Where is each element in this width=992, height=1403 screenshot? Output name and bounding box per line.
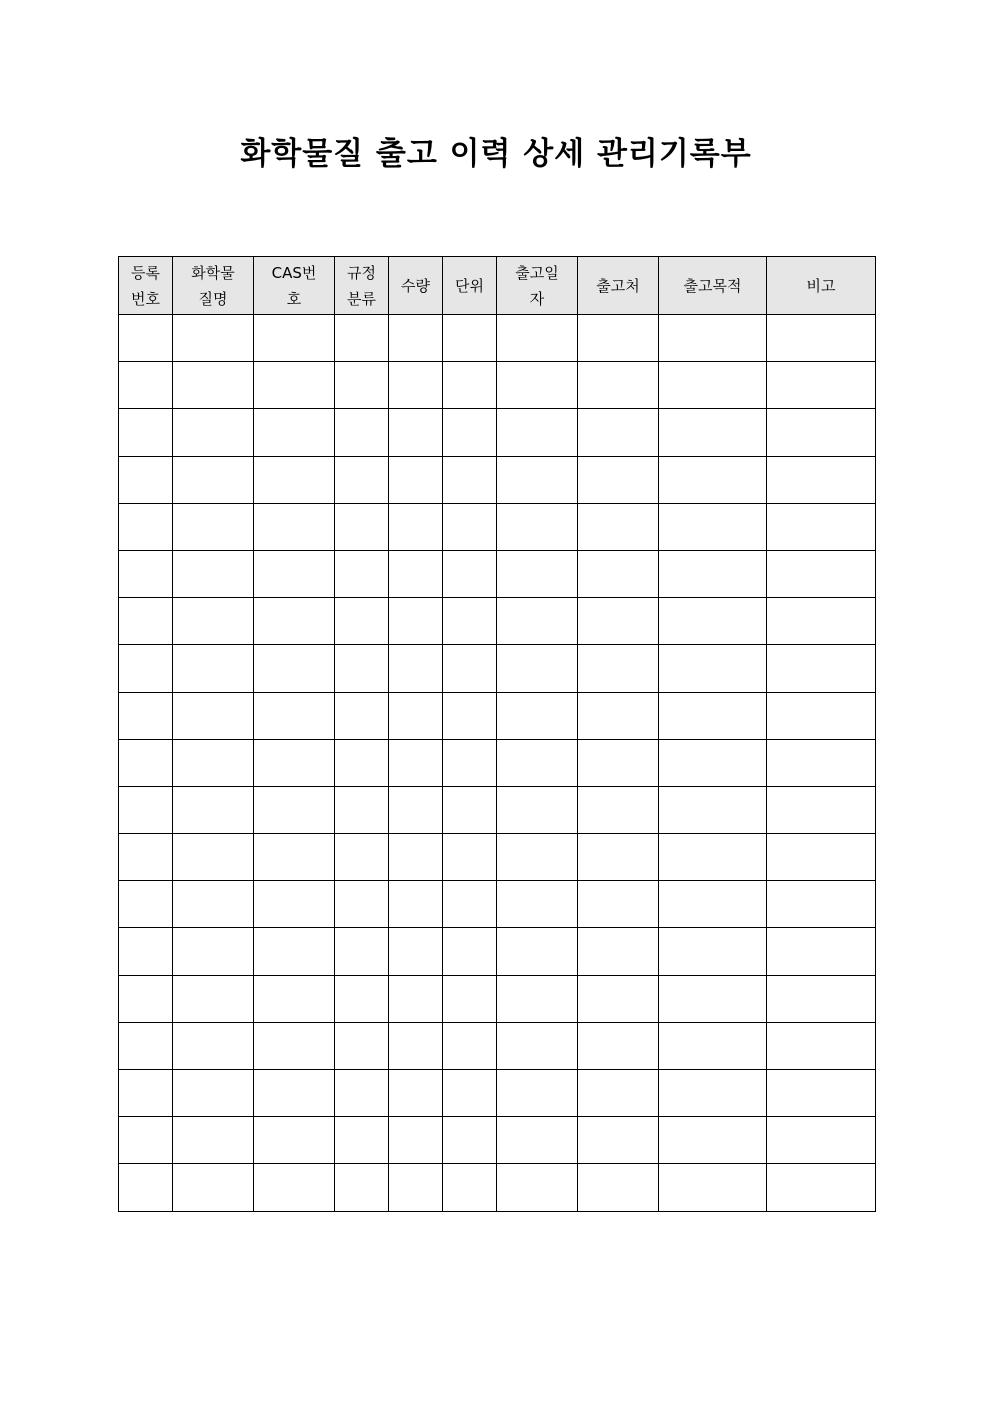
cell-quantity[interactable]	[389, 1164, 443, 1211]
header-registration-number: 등록 번호	[119, 257, 173, 315]
cell-chemical-name[interactable]	[173, 786, 254, 833]
cell-unit[interactable]	[443, 1070, 497, 1117]
cell-cas-number[interactable]	[254, 1022, 335, 1069]
cell-registration-number[interactable]	[119, 881, 173, 928]
cell-regulatory-class[interactable]	[335, 503, 389, 550]
cell-destination[interactable]	[578, 645, 659, 692]
cell-chemical-name[interactable]	[173, 881, 254, 928]
cell-chemical-name[interactable]	[173, 598, 254, 645]
header-remarks: 비고	[767, 257, 876, 315]
cell-quantity[interactable]	[389, 1117, 443, 1164]
cell-regulatory-class[interactable]	[335, 1022, 389, 1069]
chemical-release-ledger-table	[118, 256, 876, 1212]
cell-remarks[interactable]	[767, 315, 876, 362]
cell-release-purpose[interactable]	[659, 598, 767, 645]
cell-cas-number[interactable]	[254, 315, 335, 362]
cell-destination[interactable]	[578, 550, 659, 597]
cell-release-date[interactable]	[497, 362, 578, 409]
cell-quantity[interactable]	[389, 550, 443, 597]
cell-cas-number[interactable]	[254, 786, 335, 833]
table-body	[119, 315, 876, 1212]
cell-regulatory-class[interactable]	[335, 1164, 389, 1211]
cell-chemical-name[interactable]	[173, 1022, 254, 1069]
cell-unit[interactable]	[443, 456, 497, 503]
cell-quantity[interactable]	[389, 786, 443, 833]
cell-release-date[interactable]	[497, 786, 578, 833]
cell-remarks[interactable]	[767, 881, 876, 928]
cell-destination[interactable]	[578, 975, 659, 1022]
cell-unit[interactable]	[443, 645, 497, 692]
cell-unit[interactable]	[443, 550, 497, 597]
cell-registration-number[interactable]	[119, 550, 173, 597]
cell-remarks[interactable]	[767, 503, 876, 550]
cell-registration-number[interactable]	[119, 834, 173, 881]
cell-quantity[interactable]	[389, 362, 443, 409]
table-row	[119, 1164, 876, 1211]
cell-quantity[interactable]	[389, 503, 443, 550]
cell-destination[interactable]	[578, 1022, 659, 1069]
cell-unit[interactable]	[443, 409, 497, 456]
cell-chemical-name[interactable]	[173, 456, 254, 503]
header-quantity: 수량	[389, 257, 443, 315]
cell-chemical-name[interactable]	[173, 409, 254, 456]
cell-quantity[interactable]	[389, 315, 443, 362]
table-row	[119, 975, 876, 1022]
cell-release-date[interactable]	[497, 739, 578, 786]
cell-regulatory-class[interactable]	[335, 1070, 389, 1117]
cell-regulatory-class[interactable]	[335, 456, 389, 503]
cell-destination[interactable]	[578, 598, 659, 645]
cell-destination[interactable]	[578, 928, 659, 975]
cell-remarks[interactable]	[767, 739, 876, 786]
cell-destination[interactable]	[578, 834, 659, 881]
table-row	[119, 881, 876, 928]
cell-regulatory-class[interactable]	[335, 834, 389, 881]
cell-release-purpose[interactable]	[659, 975, 767, 1022]
table-row	[119, 550, 876, 597]
cell-regulatory-class[interactable]	[335, 550, 389, 597]
cell-release-date[interactable]	[497, 550, 578, 597]
table-row	[119, 598, 876, 645]
header-cas-number: CAS번 호	[254, 257, 335, 315]
cell-release-date[interactable]	[497, 456, 578, 503]
cell-quantity[interactable]	[389, 834, 443, 881]
cell-chemical-name[interactable]	[173, 975, 254, 1022]
cell-regulatory-class[interactable]	[335, 928, 389, 975]
cell-release-date[interactable]	[497, 598, 578, 645]
cell-release-purpose[interactable]	[659, 1164, 767, 1211]
cell-chemical-name[interactable]	[173, 1164, 254, 1211]
cell-chemical-name[interactable]	[173, 1070, 254, 1117]
header-destination: 출고처	[578, 257, 659, 315]
cell-release-date[interactable]	[497, 834, 578, 881]
cell-cas-number[interactable]	[254, 739, 335, 786]
cell-release-date[interactable]	[497, 1164, 578, 1211]
cell-cas-number[interactable]	[254, 975, 335, 1022]
cell-remarks[interactable]	[767, 598, 876, 645]
cell-regulatory-class[interactable]	[335, 362, 389, 409]
cell-cas-number[interactable]	[254, 409, 335, 456]
cell-unit[interactable]	[443, 928, 497, 975]
cell-remarks[interactable]	[767, 928, 876, 975]
cell-release-date[interactable]	[497, 692, 578, 739]
cell-chemical-name[interactable]	[173, 362, 254, 409]
cell-quantity[interactable]	[389, 928, 443, 975]
cell-regulatory-class[interactable]	[335, 692, 389, 739]
table-row	[119, 786, 876, 833]
cell-cas-number[interactable]	[254, 928, 335, 975]
cell-unit[interactable]	[443, 692, 497, 739]
cell-destination[interactable]	[578, 1164, 659, 1211]
cell-cas-number[interactable]	[254, 881, 335, 928]
header-chemical-name: 화학물 질명	[173, 257, 254, 315]
cell-chemical-name[interactable]	[173, 692, 254, 739]
table-row	[119, 362, 876, 409]
cell-release-purpose[interactable]	[659, 503, 767, 550]
header-release-purpose: 출고목적	[659, 257, 767, 315]
cell-destination[interactable]	[578, 315, 659, 362]
cell-registration-number[interactable]	[119, 362, 173, 409]
cell-release-purpose[interactable]	[659, 550, 767, 597]
cell-cas-number[interactable]	[254, 503, 335, 550]
header-regulatory-class: 규정 분류	[335, 257, 389, 315]
cell-registration-number[interactable]	[119, 598, 173, 645]
table-row	[119, 645, 876, 692]
cell-remarks[interactable]	[767, 786, 876, 833]
cell-registration-number[interactable]	[119, 503, 173, 550]
cell-registration-number[interactable]	[119, 315, 173, 362]
cell-cas-number[interactable]	[254, 456, 335, 503]
cell-release-purpose[interactable]	[659, 315, 767, 362]
cell-registration-number[interactable]	[119, 1164, 173, 1211]
cell-destination[interactable]	[578, 409, 659, 456]
cell-release-date[interactable]	[497, 975, 578, 1022]
cell-release-purpose[interactable]	[659, 739, 767, 786]
cell-remarks[interactable]	[767, 1070, 876, 1117]
cell-quantity[interactable]	[389, 739, 443, 786]
header-unit: 단위	[443, 257, 497, 315]
cell-release-purpose[interactable]	[659, 881, 767, 928]
cell-release-purpose[interactable]	[659, 1117, 767, 1164]
cell-release-purpose[interactable]	[659, 1022, 767, 1069]
cell-quantity[interactable]	[389, 1070, 443, 1117]
cell-regulatory-class[interactable]	[335, 786, 389, 833]
cell-destination[interactable]	[578, 456, 659, 503]
cell-chemical-name[interactable]	[173, 645, 254, 692]
cell-release-date[interactable]	[497, 1117, 578, 1164]
cell-destination[interactable]	[578, 1117, 659, 1164]
cell-remarks[interactable]	[767, 1164, 876, 1211]
cell-release-purpose[interactable]	[659, 1070, 767, 1117]
cell-chemical-name[interactable]	[173, 928, 254, 975]
cell-regulatory-class[interactable]	[335, 645, 389, 692]
cell-registration-number[interactable]	[119, 975, 173, 1022]
cell-registration-number[interactable]	[119, 1117, 173, 1164]
cell-release-date[interactable]	[497, 645, 578, 692]
cell-registration-number[interactable]	[119, 1070, 173, 1117]
cell-release-purpose[interactable]	[659, 645, 767, 692]
cell-chemical-name[interactable]	[173, 503, 254, 550]
cell-destination[interactable]	[578, 503, 659, 550]
cell-regulatory-class[interactable]	[335, 409, 389, 456]
cell-unit[interactable]	[443, 975, 497, 1022]
cell-cas-number[interactable]	[254, 550, 335, 597]
cell-remarks[interactable]	[767, 456, 876, 503]
cell-unit[interactable]	[443, 1117, 497, 1164]
cell-destination[interactable]	[578, 692, 659, 739]
cell-release-purpose[interactable]	[659, 409, 767, 456]
cell-release-purpose[interactable]	[659, 928, 767, 975]
cell-registration-number[interactable]	[119, 1022, 173, 1069]
cell-quantity[interactable]	[389, 409, 443, 456]
cell-release-date[interactable]	[497, 315, 578, 362]
cell-release-date[interactable]	[497, 881, 578, 928]
cell-unit[interactable]	[443, 739, 497, 786]
cell-remarks[interactable]	[767, 362, 876, 409]
cell-remarks[interactable]	[767, 645, 876, 692]
cell-unit[interactable]	[443, 598, 497, 645]
cell-release-date[interactable]	[497, 503, 578, 550]
cell-unit[interactable]	[443, 315, 497, 362]
cell-quantity[interactable]	[389, 692, 443, 739]
cell-release-date[interactable]	[497, 1022, 578, 1069]
cell-chemical-name[interactable]	[173, 834, 254, 881]
cell-release-date[interactable]	[497, 1070, 578, 1117]
cell-release-purpose[interactable]	[659, 362, 767, 409]
cell-registration-number[interactable]	[119, 456, 173, 503]
cell-remarks[interactable]	[767, 1117, 876, 1164]
cell-remarks[interactable]	[767, 550, 876, 597]
cell-chemical-name[interactable]	[173, 1117, 254, 1164]
table-row	[119, 315, 876, 362]
table-row	[119, 739, 876, 786]
cell-registration-number[interactable]	[119, 739, 173, 786]
cell-release-purpose[interactable]	[659, 834, 767, 881]
cell-release-purpose[interactable]	[659, 692, 767, 739]
table-header-row	[119, 257, 876, 315]
cell-unit[interactable]	[443, 1164, 497, 1211]
cell-unit[interactable]	[443, 1022, 497, 1069]
cell-release-date[interactable]	[497, 409, 578, 456]
cell-remarks[interactable]	[767, 692, 876, 739]
cell-cas-number[interactable]	[254, 598, 335, 645]
cell-remarks[interactable]	[767, 975, 876, 1022]
table-row	[119, 409, 876, 456]
cell-regulatory-class[interactable]	[335, 315, 389, 362]
cell-regulatory-class[interactable]	[335, 975, 389, 1022]
cell-remarks[interactable]	[767, 1022, 876, 1069]
cell-chemical-name[interactable]	[173, 739, 254, 786]
cell-destination[interactable]	[578, 1070, 659, 1117]
cell-unit[interactable]	[443, 834, 497, 881]
cell-quantity[interactable]	[389, 645, 443, 692]
cell-cas-number[interactable]	[254, 362, 335, 409]
table-row	[119, 928, 876, 975]
cell-release-date[interactable]	[497, 928, 578, 975]
table-row	[119, 503, 876, 550]
cell-unit[interactable]	[443, 503, 497, 550]
cell-cas-number[interactable]	[254, 834, 335, 881]
cell-registration-number[interactable]	[119, 928, 173, 975]
cell-unit[interactable]	[443, 786, 497, 833]
cell-regulatory-class[interactable]	[335, 598, 389, 645]
cell-destination[interactable]	[578, 786, 659, 833]
cell-cas-number[interactable]	[254, 645, 335, 692]
cell-cas-number[interactable]	[254, 1164, 335, 1211]
cell-regulatory-class[interactable]	[335, 1117, 389, 1164]
cell-unit[interactable]	[443, 881, 497, 928]
cell-release-purpose[interactable]	[659, 456, 767, 503]
cell-regulatory-class[interactable]	[335, 881, 389, 928]
cell-unit[interactable]	[443, 362, 497, 409]
cell-registration-number[interactable]	[119, 645, 173, 692]
table-row	[119, 456, 876, 503]
cell-destination[interactable]	[578, 362, 659, 409]
cell-chemical-name[interactable]	[173, 315, 254, 362]
table-row	[119, 692, 876, 739]
cell-destination[interactable]	[578, 739, 659, 786]
cell-remarks[interactable]	[767, 834, 876, 881]
table-row	[119, 834, 876, 881]
cell-cas-number[interactable]	[254, 1117, 335, 1164]
cell-destination[interactable]	[578, 881, 659, 928]
header-release-date: 출고일 자	[497, 257, 578, 315]
page-title: 화학물질 출고 이력 상세 관리기록부	[240, 136, 752, 172]
cell-cas-number[interactable]	[254, 692, 335, 739]
table-row	[119, 1022, 876, 1069]
cell-quantity[interactable]	[389, 881, 443, 928]
table-row	[119, 1117, 876, 1164]
cell-quantity[interactable]	[389, 1022, 443, 1069]
cell-registration-number[interactable]	[119, 409, 173, 456]
cell-chemical-name[interactable]	[173, 550, 254, 597]
cell-registration-number[interactable]	[119, 786, 173, 833]
cell-regulatory-class[interactable]	[335, 739, 389, 786]
cell-quantity[interactable]	[389, 456, 443, 503]
cell-quantity[interactable]	[389, 975, 443, 1022]
cell-registration-number[interactable]	[119, 692, 173, 739]
table-row	[119, 1070, 876, 1117]
cell-quantity[interactable]	[389, 598, 443, 645]
cell-release-purpose[interactable]	[659, 786, 767, 833]
cell-remarks[interactable]	[767, 409, 876, 456]
cell-cas-number[interactable]	[254, 1070, 335, 1117]
